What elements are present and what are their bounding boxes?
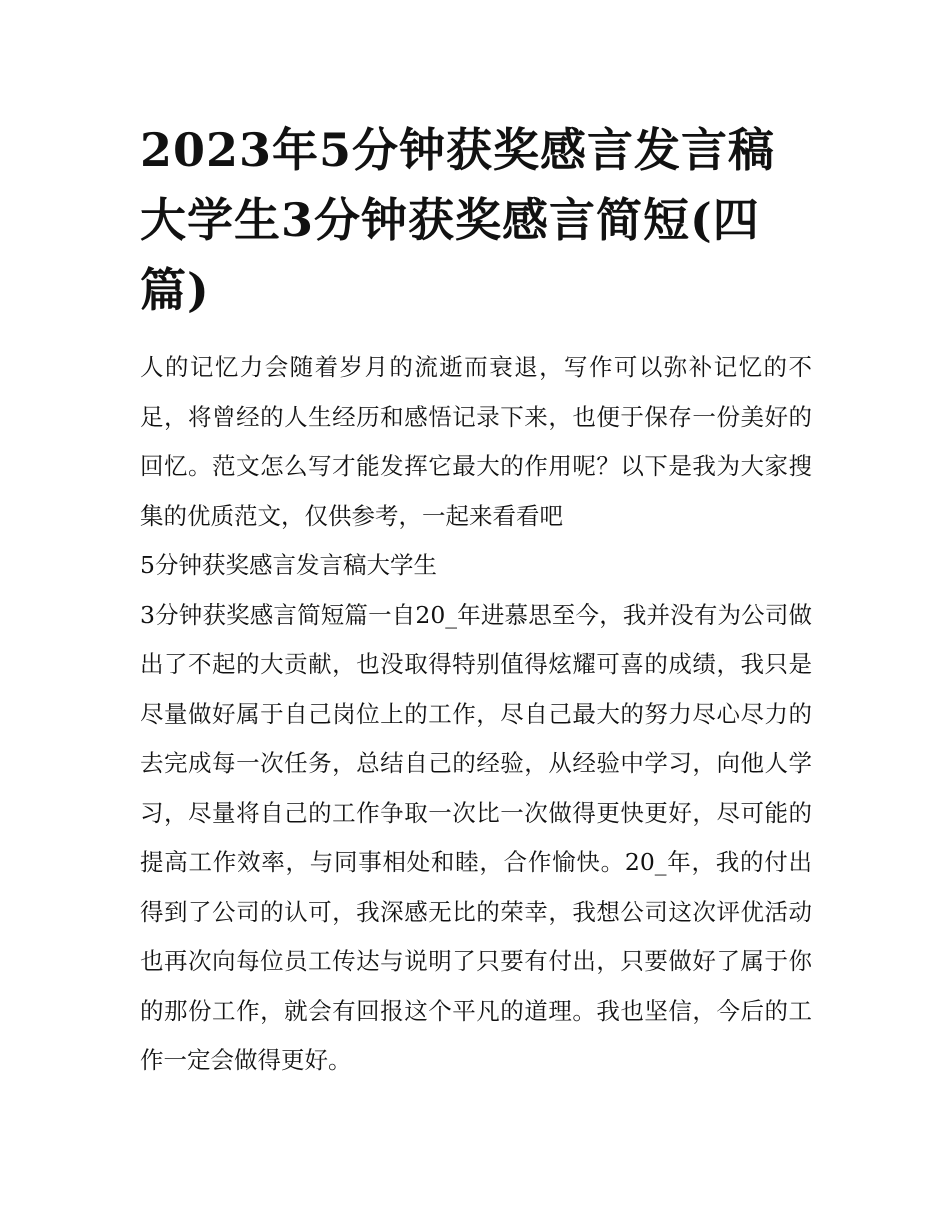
document-title: 2023年5分钟获奖感言发言稿大学生3分钟获奖感言简短(四篇) <box>140 123 776 317</box>
body-paragraph: 3分钟获奖感言简短篇一自20_年进慕思至今，我并没有为公司做出了不起的大贡献，也没取得特别值得炫耀可喜的成绩，我只是尽量做好属于自己岗位上的工作，尽自己最大的努力尽心尽力的去完成每一次任务，总结自己的经验，从经验中学习，向他人学习，尽量将自己的工作争取一次比一次做得更快更好，尽可能的提高工作效率，与同事相处和睦，合作愉快。20_年，我的付出得到了公司的认可，我深感无比的荣幸，我想公司这次评优活动也再次向每位员工传达与说明了只要有付出，只要做好了属于你的那份工作，就会有回报这个平凡的道理。我也坚信，今后的工作一定会做得更好。 <box>140 600 812 1074</box>
intro-paragraph: 人的记忆力会随着岁月的流逝而衰退，写作可以弥补记忆的不足，将曾经的人生经历和感悟记录下来，也便于保存一份美好的回忆。范文怎么写才能发挥它最大的作用呢？以下是我为大家搜集的优质范文，仅供参考，一起来看看吧 <box>140 353 812 530</box>
section-heading: 5分钟获奖感言发言稿大学生 <box>140 551 437 579</box>
document-page <box>140 115 812 1086</box>
